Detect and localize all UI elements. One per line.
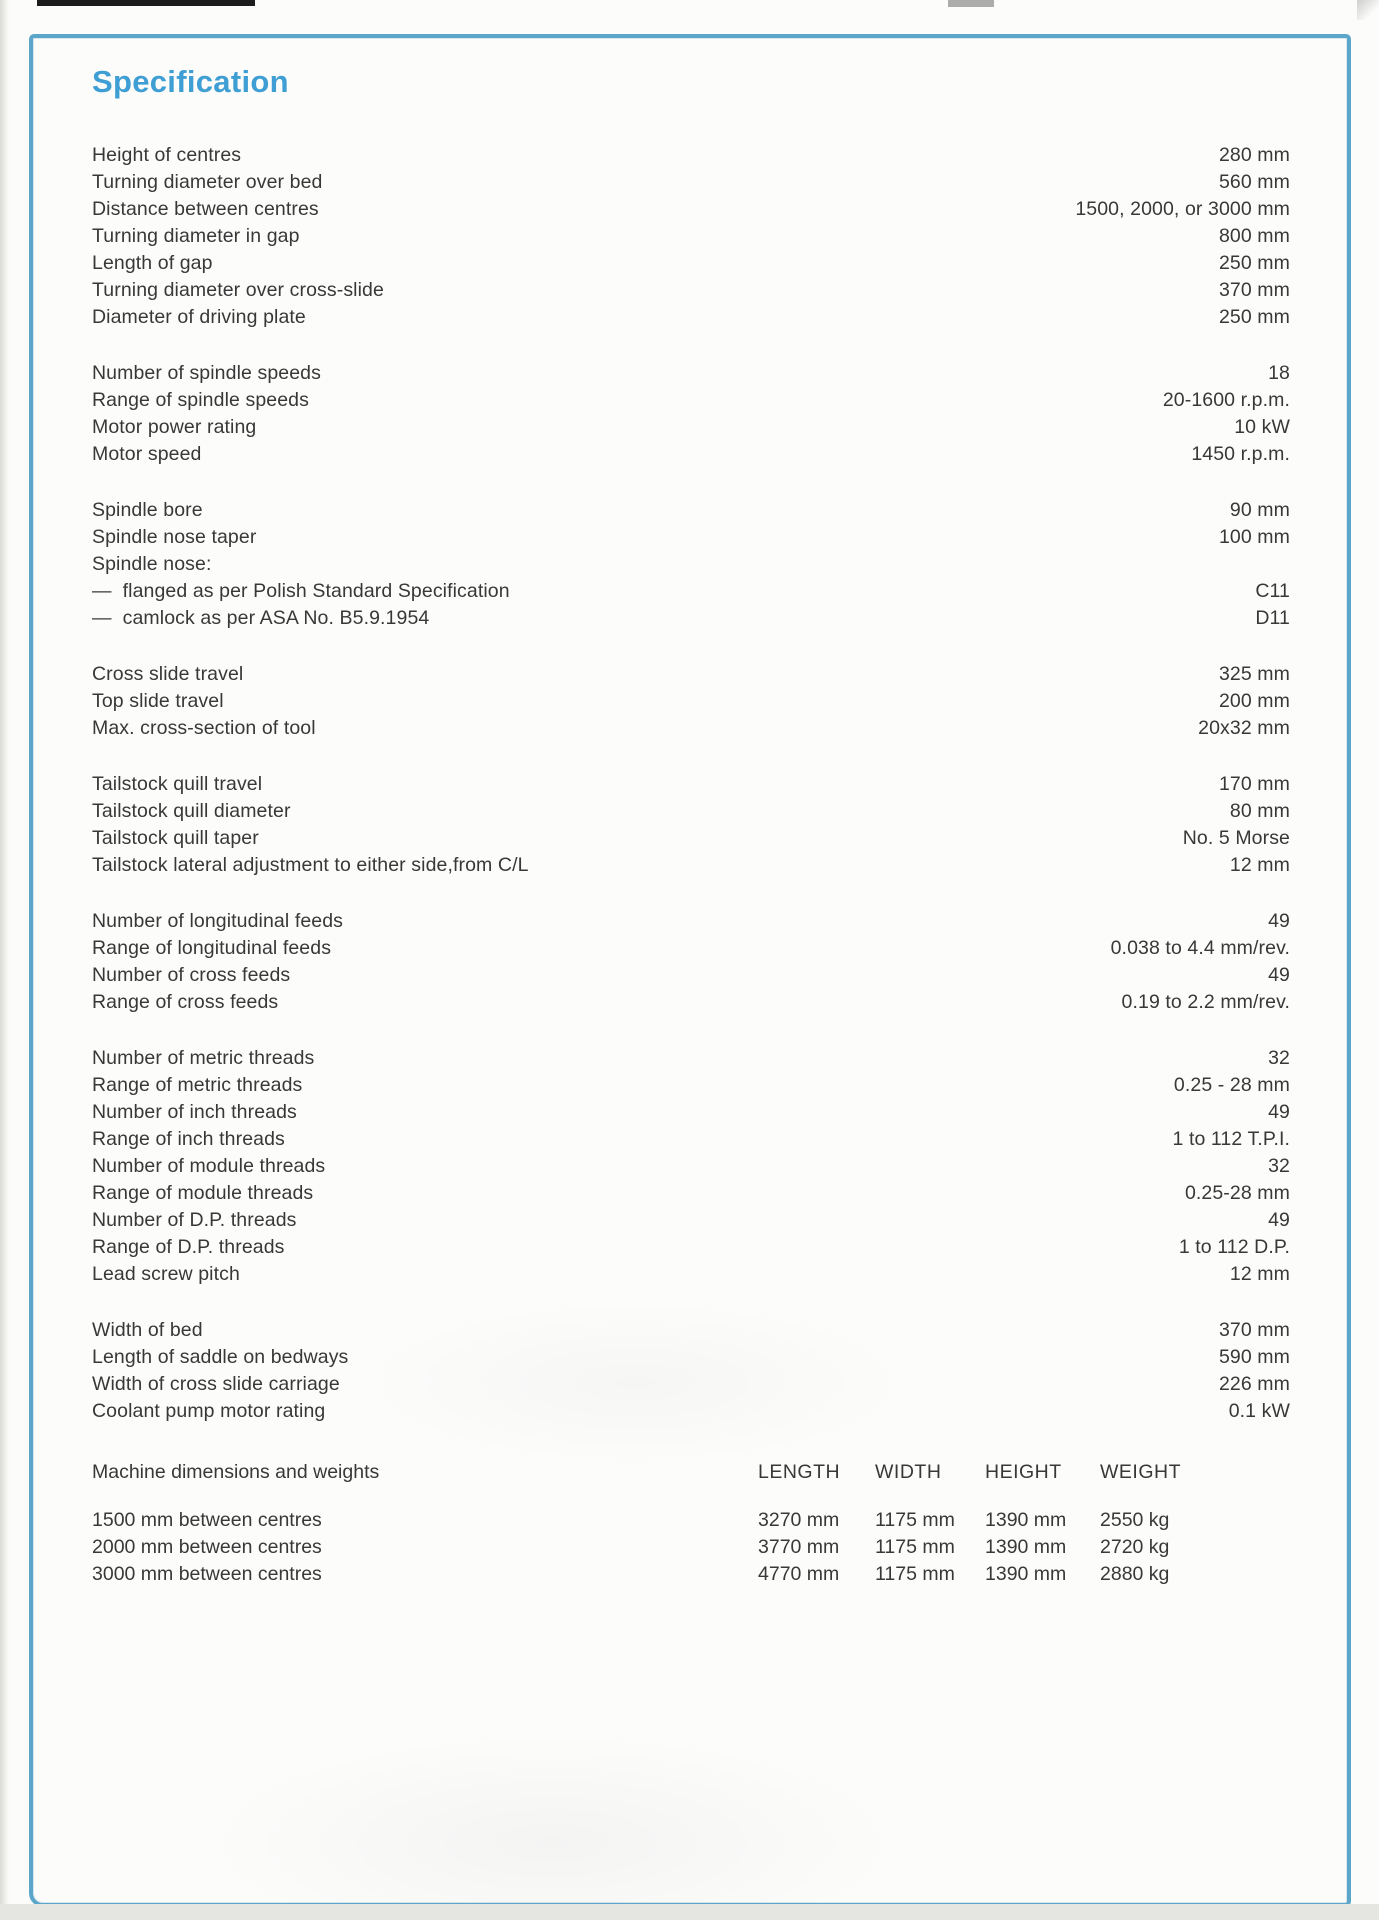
spec-value: 49 [1268, 910, 1290, 932]
spec-label: Number of cross feeds [92, 964, 291, 986]
spec-value: 20-1600 r.p.m. [1162, 389, 1290, 411]
spec-value: 100 mm [1218, 526, 1290, 548]
spec-label: Height of centres [92, 144, 242, 166]
spec-row [92, 1398, 1290, 1425]
spec-label: Tailstock quill taper [92, 827, 259, 849]
spec-label: Motor speed [92, 443, 202, 465]
dimensions-cell: 3770 mm [758, 1536, 840, 1558]
spec-row [92, 277, 1290, 304]
spec-group [92, 1045, 1290, 1288]
spec-row [92, 605, 1290, 632]
spec-value: 170 mm [1218, 773, 1290, 795]
dimensions-table-body [92, 1507, 1290, 1588]
spec-row [92, 989, 1290, 1016]
spec-value: 20x32 mm [1198, 717, 1290, 739]
spec-value: No. 5 Morse [1182, 827, 1290, 849]
spec-value: 32 [1268, 1155, 1290, 1177]
spec-row [92, 1317, 1290, 1344]
dimensions-column-header: WEIGHT [1100, 1461, 1181, 1483]
spec-label: — camlock as per ASA No. B5.9.1954 [92, 607, 430, 629]
spec-label: Motor power rating [92, 416, 257, 438]
spec-label: Tailstock quill diameter [92, 800, 291, 822]
scan-artifact-top-left [37, 0, 255, 6]
dimensions-cell: 2720 kg [1100, 1536, 1170, 1558]
spec-value: 0.25-28 mm [1184, 1182, 1290, 1204]
spec-row [92, 360, 1290, 387]
scan-left-edge [0, 0, 9, 1920]
spec-value: D11 [1255, 607, 1290, 629]
spec-label: Width of bed [92, 1319, 203, 1341]
spec-label: Spindle bore [92, 499, 203, 521]
scan-artifact-top-middle [948, 0, 994, 7]
spec-value: 18 [1268, 362, 1290, 384]
spec-value: 49 [1268, 964, 1290, 986]
spec-label: Range of cross feeds [92, 991, 279, 1013]
spec-row [92, 441, 1290, 468]
spec-value: 325 mm [1218, 663, 1290, 685]
spec-row [92, 935, 1290, 962]
spec-label: Spindle nose: [92, 553, 212, 575]
spec-value: 560 mm [1218, 171, 1290, 193]
spec-row [92, 497, 1290, 524]
spec-label: Coolant pump motor rating [92, 1400, 326, 1422]
spec-label: Max. cross-section of tool [92, 717, 316, 739]
dimensions-row [92, 1534, 1290, 1561]
spec-row [92, 142, 1290, 169]
spec-value: 1 to 112 T.P.I. [1172, 1128, 1290, 1150]
spec-value: 226 mm [1218, 1373, 1290, 1395]
spec-value: 1450 r.p.m. [1191, 443, 1290, 465]
spec-row [92, 414, 1290, 441]
spec-group [92, 1317, 1290, 1425]
dimensions-column-header: HEIGHT [985, 1461, 1062, 1483]
spec-value: 370 mm [1218, 1319, 1290, 1341]
spec-label: Turning diameter over cross-slide [92, 279, 384, 301]
dimensions-cell: 2550 kg [1100, 1509, 1170, 1531]
spec-label: Cross slide travel [92, 663, 244, 685]
spec-group [92, 908, 1290, 1016]
dimensions-cell: 2880 kg [1100, 1563, 1170, 1585]
spec-label: Distance between centres [92, 198, 319, 220]
dimensions-row-label: 2000 mm between centres [92, 1536, 322, 1558]
spec-row [92, 1371, 1290, 1398]
spec-row [92, 551, 1290, 578]
spec-row [92, 852, 1290, 879]
spec-row [92, 524, 1290, 551]
spec-row [92, 1072, 1290, 1099]
spec-value: 250 mm [1218, 306, 1290, 328]
dimensions-cell: 1390 mm [985, 1509, 1067, 1531]
spec-value: 12 mm [1229, 1263, 1290, 1285]
spec-label: Lead screw pitch [92, 1263, 240, 1285]
spec-value: 0.038 to 4.4 mm/rev. [1110, 937, 1290, 959]
spec-label: Range of inch threads [92, 1128, 285, 1150]
spec-label: Length of gap [92, 252, 213, 274]
spec-label: Turning diameter over bed [92, 171, 323, 193]
spec-value: 800 mm [1218, 225, 1290, 247]
spec-row [92, 1234, 1290, 1261]
page-title: Specification [92, 64, 289, 99]
dimensions-row-label: 1500 mm between centres [92, 1509, 322, 1531]
scan-bottom-edge [0, 1904, 1379, 1920]
spec-label: Number of longitudinal feeds [92, 910, 344, 932]
dimensions-cell: 1175 mm [875, 1509, 955, 1531]
spec-row [92, 962, 1290, 989]
spec-row [92, 688, 1290, 715]
spec-value: 32 [1268, 1047, 1290, 1069]
spec-value: 250 mm [1218, 252, 1290, 274]
spec-value: 80 mm [1229, 800, 1290, 822]
spec-row [92, 661, 1290, 688]
spec-label: Number of D.P. threads [92, 1209, 297, 1231]
spec-group [92, 661, 1290, 742]
spec-row [92, 908, 1290, 935]
spec-row [92, 1126, 1290, 1153]
dimensions-column-header: LENGTH [758, 1461, 841, 1483]
spec-label: Range of D.P. threads [92, 1236, 285, 1258]
spec-value: 90 mm [1229, 499, 1290, 521]
spec-row [92, 1207, 1290, 1234]
spec-label: Diameter of driving plate [92, 306, 306, 328]
spec-row [92, 169, 1290, 196]
spec-group [92, 497, 1290, 632]
spec-label: Width of cross slide carriage [92, 1373, 340, 1395]
spec-value: 1 to 112 D.P. [1178, 1236, 1290, 1258]
dimensions-table-header [92, 1459, 1290, 1486]
spec-row [92, 715, 1290, 742]
spec-value: 280 mm [1218, 144, 1290, 166]
spec-row [92, 578, 1290, 605]
spec-row [92, 771, 1290, 798]
spec-value: 49 [1268, 1101, 1290, 1123]
dimensions-row-label: 3000 mm between centres [92, 1563, 322, 1585]
spec-label: Spindle nose taper [92, 526, 257, 548]
dimensions-row [92, 1507, 1290, 1534]
spec-label: Range of longitudinal feeds [92, 937, 332, 959]
spec-value: 0.25 - 28 mm [1173, 1074, 1290, 1096]
scan-artifact-top-right [1357, 0, 1379, 20]
dimensions-cell: 1390 mm [985, 1563, 1067, 1585]
spec-row [92, 387, 1290, 414]
spec-label: Tailstock quill travel [92, 773, 263, 795]
spec-group [92, 360, 1290, 468]
spec-label: Range of spindle speeds [92, 389, 309, 411]
spec-value: C11 [1255, 580, 1290, 602]
spec-value: 10 kW [1234, 416, 1290, 438]
spec-value: 200 mm [1218, 690, 1290, 712]
spec-row [92, 798, 1290, 825]
spec-value: 590 mm [1218, 1346, 1290, 1368]
dimensions-cell: 1175 mm [875, 1536, 955, 1558]
spec-row [92, 825, 1290, 852]
spec-value: 12 mm [1229, 854, 1290, 876]
spec-label: Turning diameter in gap [92, 225, 300, 247]
page-content [29, 38, 1350, 1588]
spec-row [92, 304, 1290, 331]
spec-label: Range of metric threads [92, 1074, 303, 1096]
spec-list [92, 142, 1290, 1425]
dimensions-cell: 1390 mm [985, 1536, 1067, 1558]
spec-value: 0.19 to 2.2 mm/rev. [1121, 991, 1290, 1013]
spec-row [92, 250, 1290, 277]
spec-label: — flanged as per Polish Standard Specification [92, 580, 510, 602]
spec-value: 1500, 2000, or 3000 mm [1075, 198, 1290, 220]
spec-row [92, 1344, 1290, 1371]
spec-value: 370 mm [1218, 279, 1290, 301]
spec-label: Tailstock lateral adjustment to either side,from C/L [92, 854, 529, 876]
spec-row [92, 1099, 1290, 1126]
dimensions-cell: 4770 mm [758, 1563, 840, 1585]
spec-row [92, 1153, 1290, 1180]
spec-row [92, 1261, 1290, 1288]
spec-label: Length of saddle on bedways [92, 1346, 349, 1368]
spec-label: Number of metric threads [92, 1047, 315, 1069]
dimensions-column-header: WIDTH [875, 1461, 942, 1483]
spec-group [92, 771, 1290, 879]
spec-label: Range of module threads [92, 1182, 314, 1204]
spec-label: Top slide travel [92, 690, 224, 712]
spec-value: 49 [1268, 1209, 1290, 1231]
dimensions-cell: 3270 mm [758, 1509, 840, 1531]
spec-row [92, 223, 1290, 250]
spec-row [92, 1180, 1290, 1207]
spec-group [92, 142, 1290, 331]
dimensions-table-caption: Machine dimensions and weights [92, 1461, 380, 1483]
spec-label: Number of inch threads [92, 1101, 297, 1123]
dimensions-cell: 1175 mm [875, 1563, 955, 1585]
spec-row [92, 196, 1290, 223]
spec-label: Number of spindle speeds [92, 362, 321, 384]
dimensions-row [92, 1561, 1290, 1588]
dimensions-table [92, 1459, 1290, 1588]
spec-label: Number of module threads [92, 1155, 326, 1177]
spec-row [92, 1045, 1290, 1072]
spec-value: 0.1 kW [1228, 1400, 1290, 1422]
